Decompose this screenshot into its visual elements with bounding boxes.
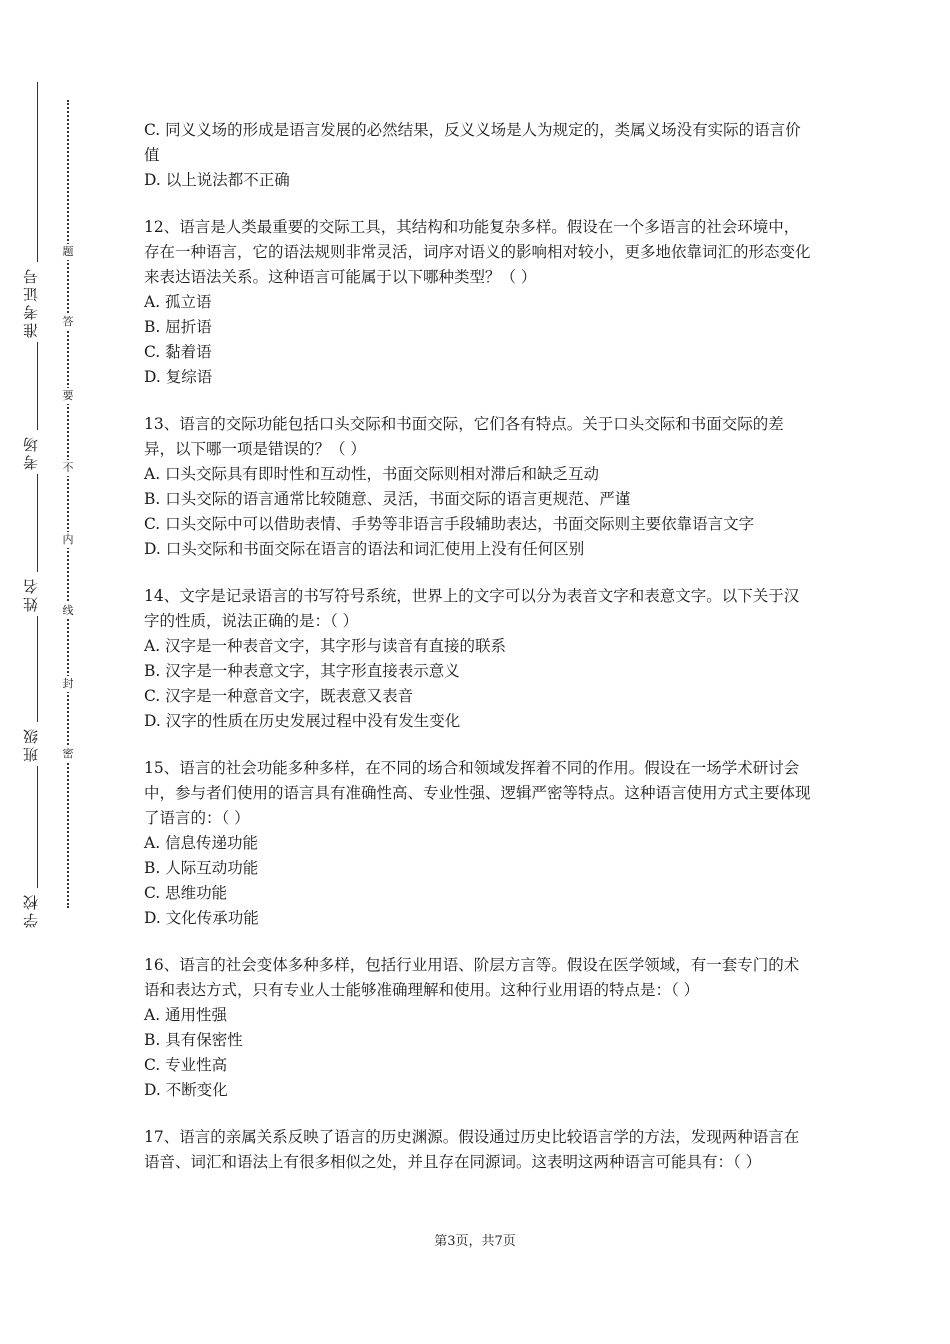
option-b: B. 具有保密性 xyxy=(144,1031,243,1049)
question-13 xyxy=(144,412,814,562)
school-label: 学校 xyxy=(20,888,54,932)
question-stem: 13、语言的交际功能包括口头交际和书面交际，它们各有特点。关于口头交际和书面交际的差异，以下哪一项是错误的？（ ） xyxy=(144,415,784,458)
question-11-tail xyxy=(144,118,814,193)
option-c: C. 思维功能 xyxy=(144,884,228,902)
option-d: D. 口头交际和书面交际在语言的语法和词汇使用上没有任何区别 xyxy=(144,540,585,558)
option-c: C. 专业性高 xyxy=(144,1056,228,1074)
option-c: C. 同义义场的形成是语言发展的必然结果，反义义场是人为规定的，类属义场没有实际的语言价值 xyxy=(144,121,801,164)
page-footer: 第3页，共7页 xyxy=(434,1234,516,1249)
option-a: A. 信息传递功能 xyxy=(144,834,259,852)
question-17 xyxy=(144,1125,814,1175)
option-a: A. 汉字是一种表音文字，其字形与读音有直接的联系 xyxy=(144,637,507,655)
seal-char: 要 xyxy=(59,388,77,404)
seal-char: 密 xyxy=(59,746,77,762)
option-d: D. 不断变化 xyxy=(144,1081,228,1099)
option-b: B. 汉字是一种表意文字，其字形直接表示意义 xyxy=(144,662,460,680)
option-c: C. 口头交际中可以借助表情、手势等非语言手段辅助表达，书面交际则主要依靠语言文字 xyxy=(144,515,755,533)
option-d: D. 以上说法都不正确 xyxy=(144,171,290,189)
option-b: B. 口头交际的语言通常比较随意、灵活，书面交际的语言更规范、严谨 xyxy=(144,490,631,508)
exam-content xyxy=(144,118,814,1197)
question-stem: 15、语言的社会功能多种多样，在不同的场合和领域发挥着不同的作用。假设在一场学术研讨会中，参与者们使用的语言具有准确性高、专业性强、逻辑严密等特点。这种语言使用方式主要体现了语言的：（ ） xyxy=(144,759,811,827)
option-a: A. 口头交际具有即时性和互动性，书面交际则相对滞后和缺乏互动 xyxy=(144,465,600,483)
exam-room-label: 考场 xyxy=(20,430,54,474)
question-12 xyxy=(144,215,814,390)
seal-char: 不 xyxy=(59,460,77,476)
option-c: C. 黏着语 xyxy=(144,343,212,361)
name-label: 姓名 xyxy=(20,572,54,616)
option-a: A. 孤立语 xyxy=(144,293,212,311)
question-stem: 17、语言的亲属关系反映了语言的历史渊源。假设通过历史比较语言学的方法，发现两种语言在语音、词汇和语法上有很多相似之处，并且存在同源词。这表明这两种语言可能具有：（ ） xyxy=(144,1128,800,1171)
seal-char: 题 xyxy=(59,244,77,260)
option-b: B. 屈折语 xyxy=(144,318,212,336)
option-d: D. 文化传承功能 xyxy=(144,909,259,927)
exam-number-label: 准考证号 xyxy=(20,262,54,342)
seal-char: 线 xyxy=(59,603,77,619)
option-a: A. 通用性强 xyxy=(144,1006,228,1024)
question-stem: 16、语言的社会变体多种多样，包括行业用语、阶层方言等。假设在医学领域，有一套专门的术语和表达方式，只有专业人士能够准确理解和使用。这种行业用语的特点是：（ ） xyxy=(144,956,800,999)
question-stem: 12、语言是人类最重要的交际工具，其结构和功能复杂多样。假设在一个多语言的社会环境中，存在一种语言，它的语法规则非常灵活，词序对语义的影响相对较小，更多地依靠词汇的形态变化来表达语法关系。这种语言可能属于以下哪种类型？（ ） xyxy=(144,218,811,286)
seal-char: 封 xyxy=(59,676,77,692)
question-16 xyxy=(144,953,814,1103)
seal-dotted-line xyxy=(67,100,69,908)
option-d: D. 汉字的性质在历史发展过程中没有发生变化 xyxy=(144,712,461,730)
seal-char: 内 xyxy=(59,532,77,548)
binding-line xyxy=(37,82,38,927)
question-15 xyxy=(144,756,814,931)
seal-char: 答 xyxy=(59,314,77,330)
option-d: D. 复综语 xyxy=(144,368,213,386)
question-stem: 14、文字是记录语言的书写符号系统，世界上的文字可以分为表音文字和表意文字。以下关于汉字的性质，说法正确的是：（ ） xyxy=(144,587,800,630)
option-b: B. 人际互动功能 xyxy=(144,859,259,877)
class-label: 班级 xyxy=(20,722,54,766)
question-14 xyxy=(144,584,814,734)
option-c: C. 汉字是一种意音文字，既表意又表音 xyxy=(144,687,414,705)
